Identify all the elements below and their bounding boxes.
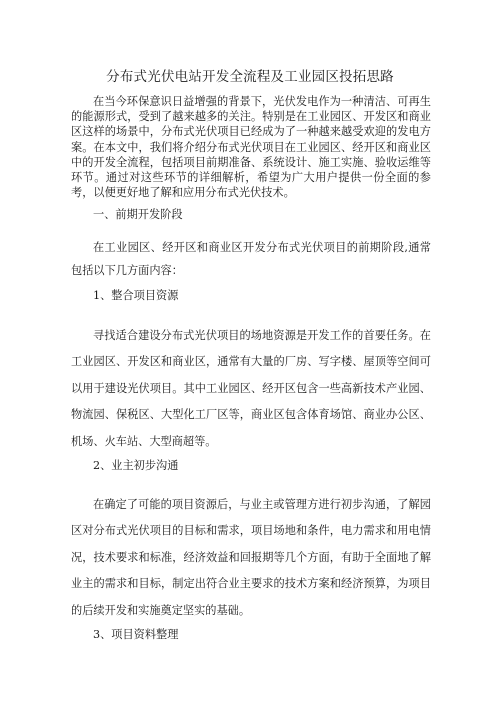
- section-intro-paragraph: 在工业园区、经开区和商业区开发分布式光伏项目的前期阶段,通常包括以下几方面内容：: [71, 241, 431, 277]
- subsection-heading-1: 1、整合项目资源: [93, 289, 179, 302]
- subsection-heading-2: 2、业主初步沟通: [93, 459, 179, 472]
- subsection-paragraph-1: 寻找适合建设分布式光伏项目的场地资源是开发工作的首要任务。在工业园区、开发区和商业区，通常有大量的厂房、写字楼、屋顶等空间可以用于建设光伏项目。其中工业园区、经开区包含一些高新技术产业园、物流园、保税区、大型化工厂区等，商业区包含体育场馆、商业办公区、机场、火车站、大型商超等。: [71, 329, 431, 448]
- section-heading: 一、前期开发阶段: [93, 208, 183, 221]
- subsection-paragraph-2: 在确定了可能的项目资源后，与业主或管理方进行初步沟通，了解园区对分布式光伏项目的目标和需求，项目场地和条件，电力需求和用电情况，技术要求和标准，经济效益和回报期等几个方面，有助于全面地了解业主的需求和目标，制定出符合业主要求的技术方案和经济预算，为项目的后续开发和实施奠定坚实的基础。: [71, 498, 431, 617]
- intro-paragraph: 在当今环保意识日益增强的背景下，光伏发电作为一种清洁、可再生的能源形式，受到了越来越多的关注。特别是在工业园区、开发区和商业区这样的场景中，分布式光伏项目已经成为了一种越来越受欢迎的发电方案。在本文中，我们将介绍分布式光伏项目在工业园区、经开区和商业区中的开发全流程，包括项目前期准备、系统设计、施工实施、验收运维等环节。通过对这些环节的详细解析，希望为广大用户提供一份全面的参考，以便更好地了解和应用分布式光伏技术。: [71, 95, 431, 200]
- document-title: 分布式光伏电站开发全流程及工业园区投拓思路: [106, 69, 394, 85]
- subsection-heading-3: 3、项目资料整理: [93, 628, 179, 641]
